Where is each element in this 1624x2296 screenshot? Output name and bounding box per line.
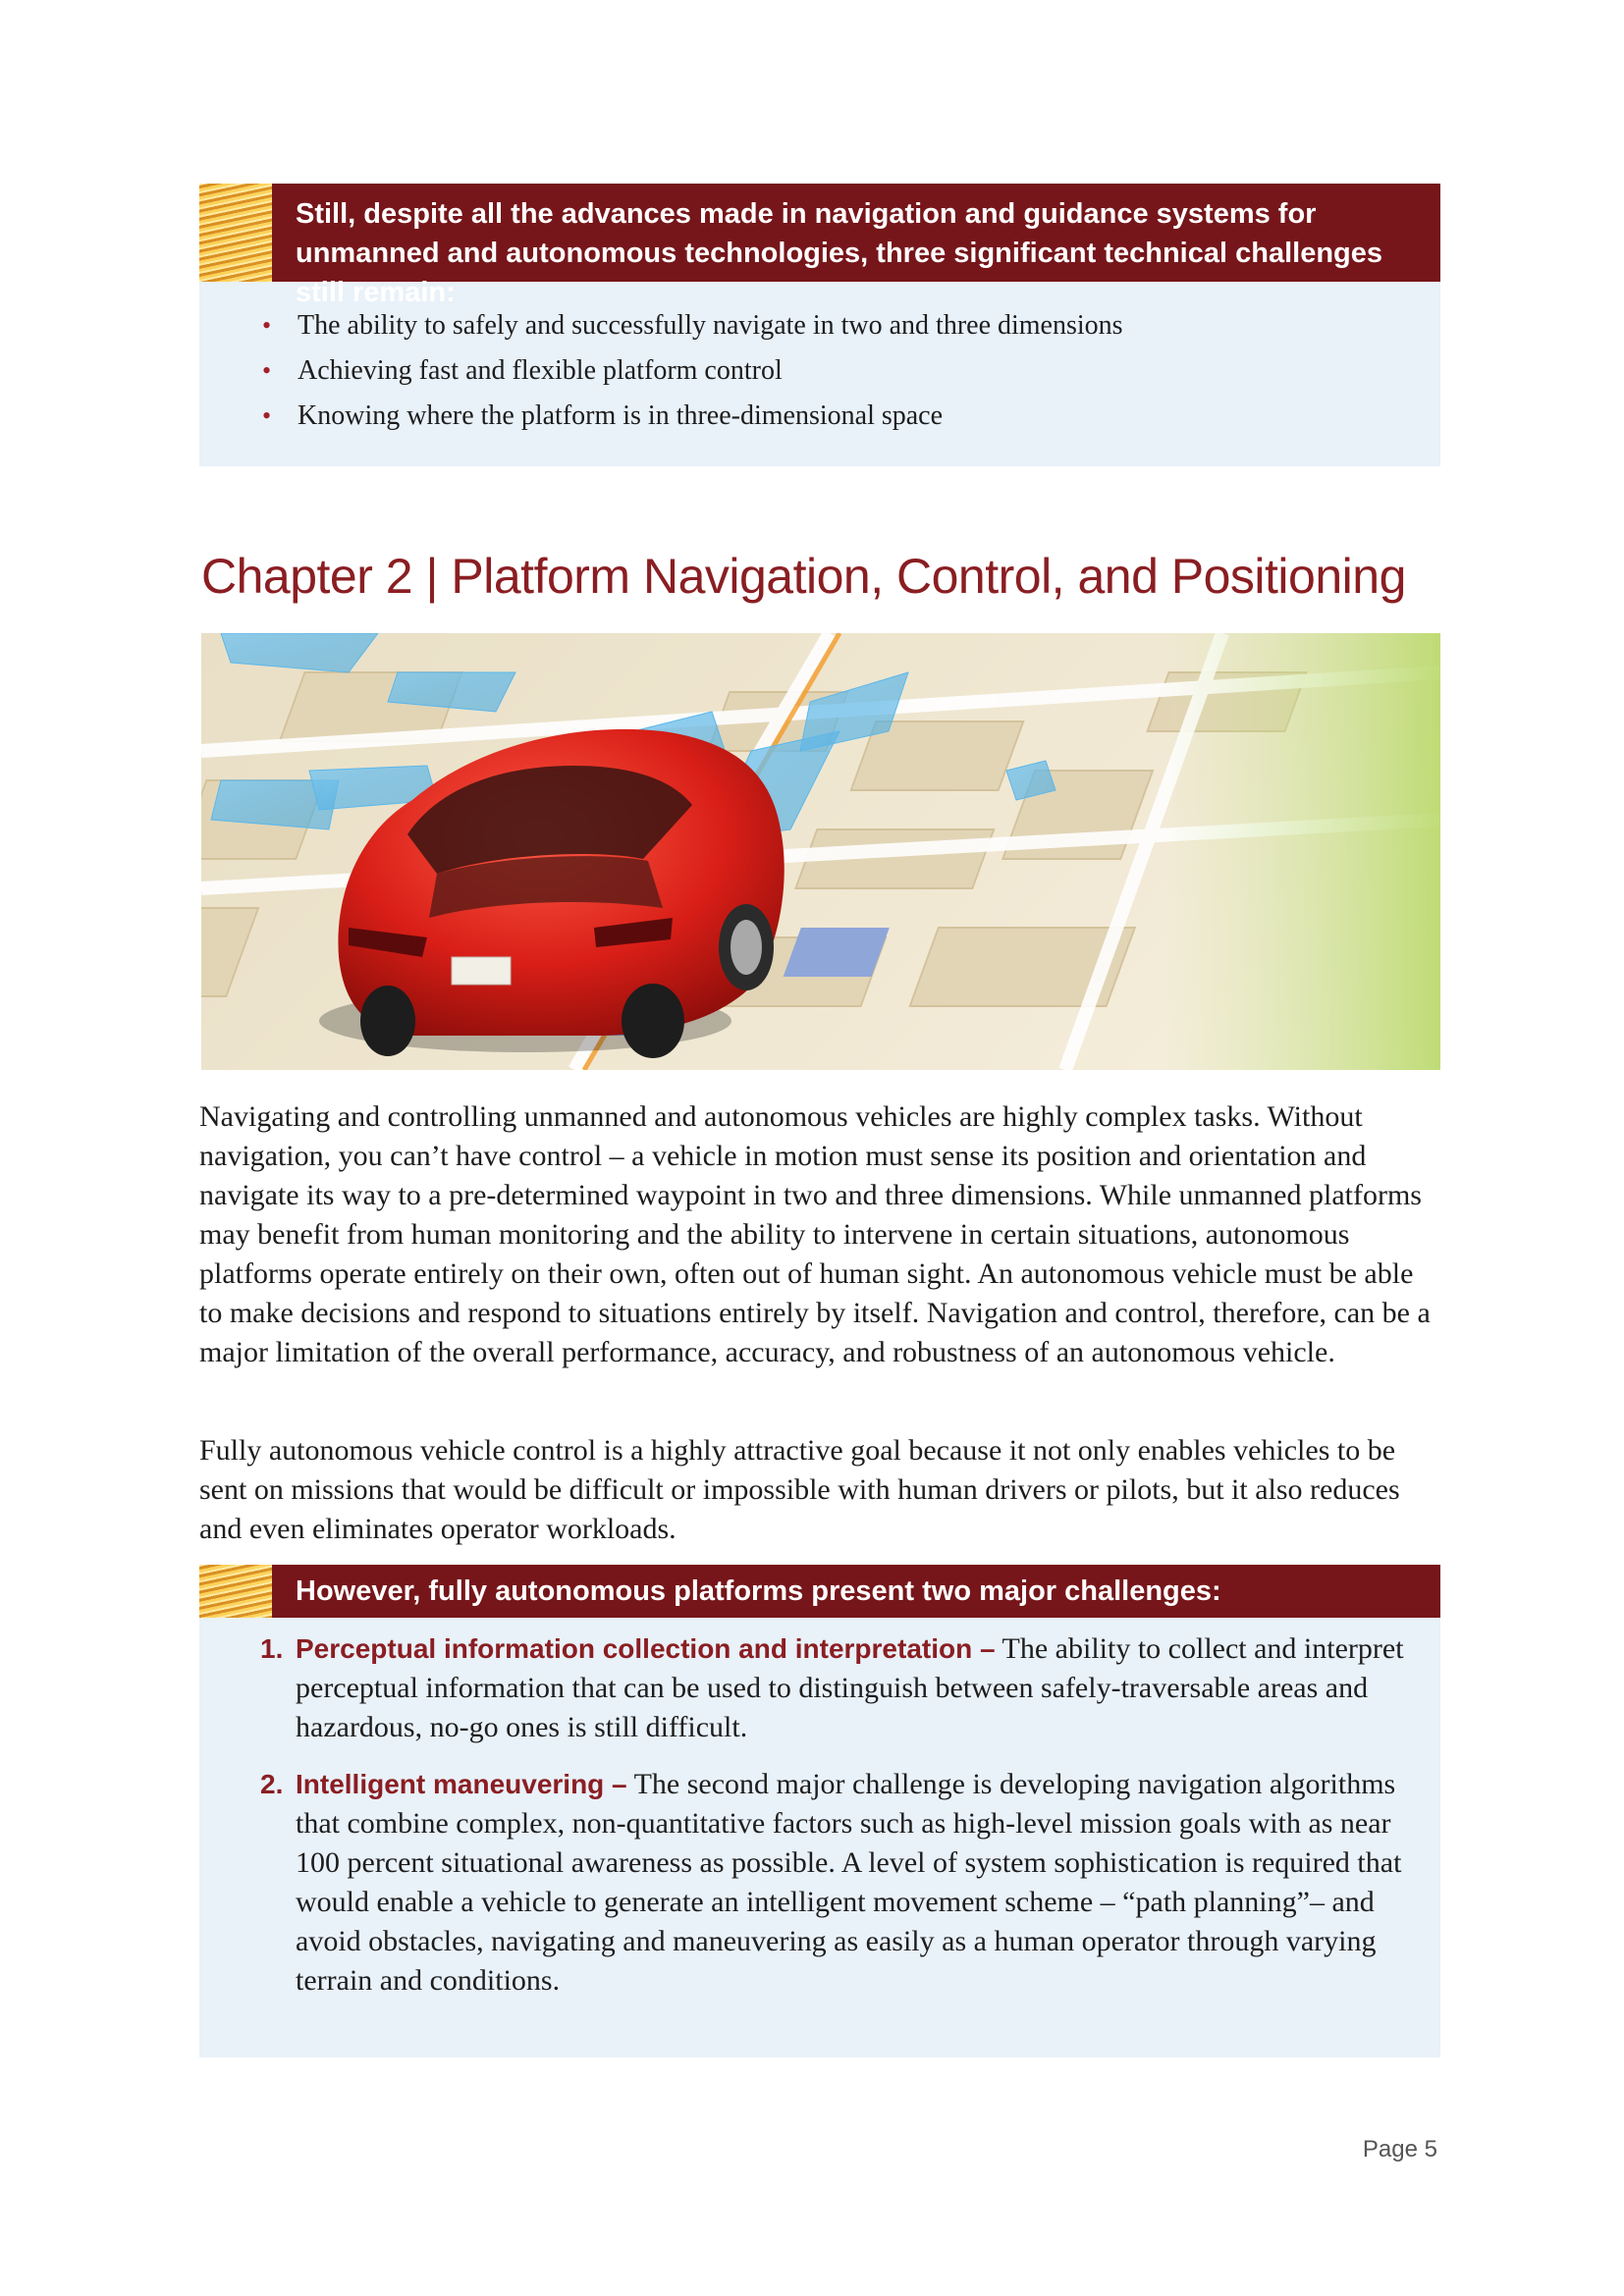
paragraph-autonomous-control: Fully autonomous vehicle control is a highly attractive goal because it not only enables vehicles to be sent on missions that would be difficult or impossible with human drivers or pilots, but it also reduces and even eliminates operator workloads.: [199, 1434, 1400, 1545]
item-text: The ability to collect and interpret perceptual information that can be used to distinguish between safely-traversable areas and hazardous, no-go ones is still difficult.: [296, 1632, 1404, 1743]
car-illustration: [201, 633, 1440, 1070]
chapter-title: Platform Navigation, Control, and Positioning: [451, 549, 1406, 604]
chapter-number: Chapter 2: [201, 549, 413, 604]
callout-heading: Still, despite all the advances made in navigation and guidance systems for unmanned and autonomous technologies, three significant technical challenges still remain:: [296, 198, 1383, 308]
item-term: Perceptual information collection and interpretation –: [296, 1633, 996, 1664]
autonomous-car-map-image: [201, 633, 1440, 1070]
bullet-icon: •: [262, 311, 272, 340]
list-item: • Knowing where the platform is in three-dimensional space: [262, 394, 1123, 439]
list-item: • The ability to safely and successfully navigate in two and three dimensions: [262, 303, 1123, 348]
item-text: The second major challenge is developing navigation algorithms that combine complex, non-quantitative factors such as high-level mission goals with as near 100 percent situational awareness as possible. A level of system sophistication is required that would enable a vehicle to generate an intelligent movement scheme – “path planning”– and avoid obstacles, navigating and maneuvering as easily as a human operator through varying terrain and conditions.: [296, 1768, 1402, 1997]
item-term: Intelligent maneuvering –: [296, 1769, 627, 1799]
paragraph-navigation: Navigating and controlling unmanned and autonomous vehicles are highly complex tasks. Without navigation, you can’t have control – a vehicle in motion must sense its position and orientation and navigate its way to a pre-determined waypoint in two and three dimensions. While unmanned platforms may benefit from human monitoring and the ability to intervene in certain situations, autonomous platforms operate entirely on their own, often out of human sight. An autonomous vehicle must be able to make decisions and respond to situations entirely by itself. Navigation and control, therefore, can be a major limitation of the overall performance, accuracy, and robustness of an autonomous vehicle.: [199, 1100, 1431, 1368]
challenges-callout: [199, 184, 1440, 466]
bullet-icon: •: [262, 401, 272, 430]
challenges-list: [262, 303, 1123, 439]
gold-texture-decoration: [199, 1565, 272, 1618]
bullet-icon: •: [262, 356, 272, 385]
item-number: 2.: [260, 1769, 284, 1799]
list-item: [260, 1765, 1434, 2001]
list-item: • Achieving fast and flexible platform control: [262, 348, 1123, 394]
major-challenges-list: [260, 1629, 1434, 2018]
callout-heading: However, fully autonomous platforms present two major challenges:: [296, 1575, 1221, 1607]
chapter-heading: [201, 548, 1406, 605]
callout-header: [199, 1565, 1440, 1618]
gold-texture-decoration: [199, 184, 272, 282]
list-item: [260, 1629, 1434, 1747]
callout-header: [199, 184, 1440, 308]
chapter-separator: |: [425, 549, 438, 604]
page-number: Page 5: [1362, 2136, 1437, 2163]
item-number: 1.: [260, 1633, 284, 1664]
